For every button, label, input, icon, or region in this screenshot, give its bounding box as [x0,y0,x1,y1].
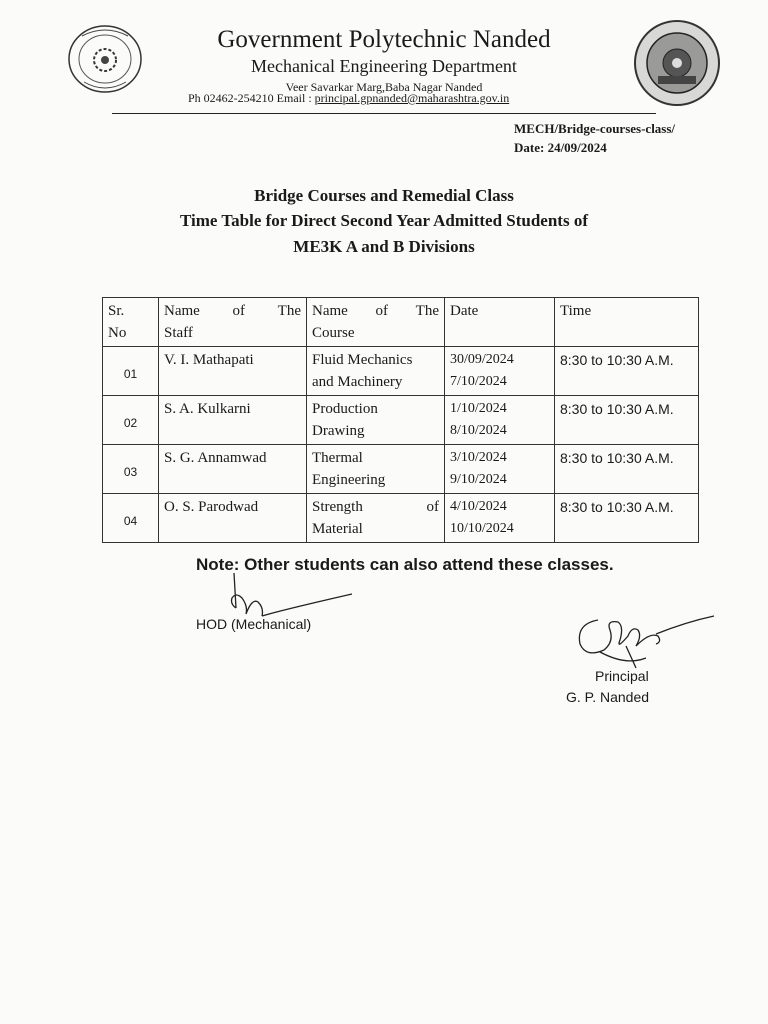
table-row [103,445,699,494]
cell-course: Fluid Mechanics and Machinery [307,347,445,396]
address: Veer Savarkar Marg,Baba Nagar Nanded [285,80,483,94]
header-course: Name of The Course [307,298,445,347]
header-staff: Name of The Staff [159,298,307,347]
cell-course: Strength of Material [307,494,445,543]
cell-time: 8:30 to 10:30 A.M. [555,396,699,445]
table-row [103,396,699,445]
reference-number: MECH/Bridge-courses-class/ [514,121,676,136]
cell-staff: V. I. Mathapati [159,347,307,396]
cell-sr: 02 [103,396,159,445]
cell-staff: S. G. Annamwad [159,445,307,494]
table-header-row [103,298,699,347]
title-line-3: ME3K A and B Divisions [293,237,475,256]
cell-sr: 03 [103,445,159,494]
hod-label: HOD (Mechanical) [196,616,312,632]
cell-time: 8:30 to 10:30 A.M. [555,347,699,396]
header-time: Time [555,298,699,347]
cell-sr: 01 [103,347,159,396]
cell-staff: O. S. Parodwad [159,494,307,543]
table-row [103,494,699,543]
document-date: Date: 24/09/2024 [514,140,607,155]
cell-sr: 04 [103,494,159,543]
title-line-1: Bridge Courses and Remedial Class [254,186,514,205]
department-name: Mechanical Engineering Department [251,56,517,76]
header-divider [112,113,656,114]
phone-label: Ph 02462-254210 Email : [188,91,315,105]
principal-signature [566,606,716,676]
email-link[interactable]: principal.gpnanded@maharashtra.gov.in [314,91,510,105]
contact-line [188,91,509,106]
title-line-2: Time Table for Direct Second Year Admitted Students of [179,211,588,230]
header-date: Date [445,298,555,347]
principal-label: Principal [595,668,649,684]
cell-staff: S. A. Kulkarni [159,396,307,445]
cell-time: 8:30 to 10:30 A.M. [555,445,699,494]
cell-date: 30/09/2024 7/10/2024 [445,347,555,396]
cell-course: Thermal Engineering [307,445,445,494]
cell-time: 8:30 to 10:30 A.M. [555,494,699,543]
cell-date: 3/10/2024 9/10/2024 [445,445,555,494]
cell-course: Production Drawing [307,396,445,445]
note-text: Note: Other students can also attend these classes. [196,555,614,574]
college-name: Government Polytechnic Nanded [217,26,551,53]
table-row [103,347,699,396]
institute-label: G. P. Nanded [566,689,650,705]
cell-date: 4/10/2024 10/10/2024 [445,494,555,543]
header-sr-no: Sr. No [103,298,159,347]
cell-date: 1/10/2024 8/10/2024 [445,396,555,445]
timetable [102,297,699,543]
